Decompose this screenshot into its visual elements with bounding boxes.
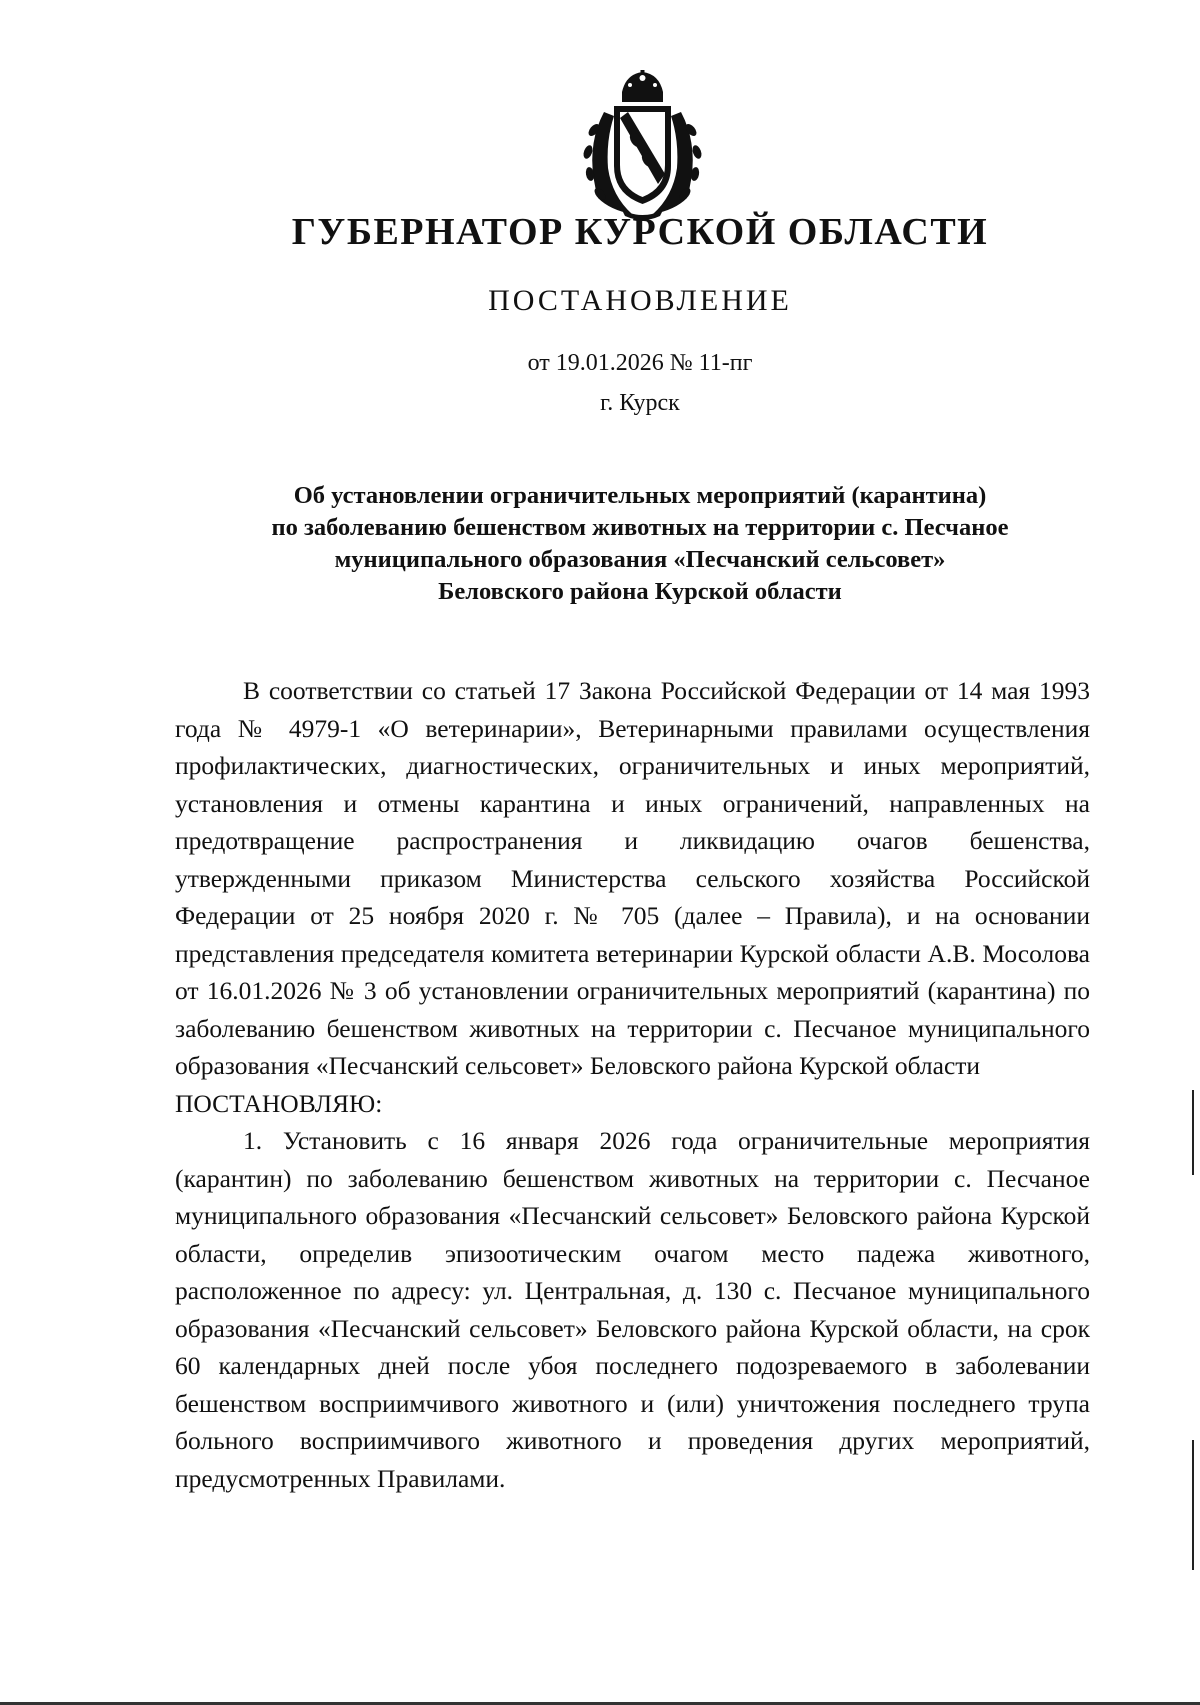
subject-line: муниципального образования «Песчанский сельсовет» [334, 546, 946, 573]
document-date-number: от 19.01.2026 № 11-пг [527, 350, 753, 376]
item-1-paragraph: 1. Установить с 16 января 2026 года ограничительные мероприятия (карантин) по заболеванию бешенством животных на территории с. Песчаное муниципального образования «Песчанский сельсовет» Беловского района Курской области, определив эпизоотическим очагом место падежа животного, расположенное по адресу: ул. Центральная, д. 130 с. Песчаное муниципального образования «Песчанский сельсовет» Беловского района Курской области, на срок 60 календарных дней после убоя последнего подозреваемого в заболевании бешенством восприимчивого животного и (или) уничтожения последнего трупа больного восприимчивого животного и проведения других мероприятий, предусмотренных Правилами. [175, 1126, 1090, 1493]
subject-line: по заболеванию бешенством животных на территории с. Песчаное [271, 514, 1009, 541]
scan-edge-mark [1192, 1440, 1194, 1570]
subject-line: Об установлении ограничительных мероприятий (карантина) [293, 482, 987, 509]
organization-title: ГУБЕРНАТОР КУРСКОЙ ОБЛАСТИ [291, 211, 989, 253]
coat-of-arms-icon [570, 70, 715, 220]
document-subject [175, 480, 1105, 608]
scan-edge-mark [1192, 1090, 1194, 1175]
document-city: г. Курск [600, 390, 680, 416]
decree-word: ПОСТАНОВЛЯЮ: [175, 1088, 383, 1118]
document-body [175, 672, 1090, 1497]
subject-line: Беловского района Курской области [438, 578, 842, 605]
preamble-paragraph: В соответствии со статьей 17 Закона Российской Федерации от 14 мая 1993 года № 4979-1 «О ветеринарии», Ветеринарными правилами осуществления профилактических, диагностических, ограничительных и иных мероприятий, установления и отмены карантина и иных ограничений, направленных на предотвращение распространения и ликвидацию очагов бешенства, утвержденными приказом Министерства сельского хозяйства Российской Федерации от 25 ноября 2020 г. № 705 (далее – Правила), и на основании представления председателя комитета ветеринарии Курской области А.В. Мосолова от 16.01.2026 № 3 об установлении ограничительных мероприятий (карантина) по заболеванию бешенством животных на территории с. Песчаное муниципального образования «Песчанский сельсовет» Беловского района Курской области [175, 676, 1090, 1080]
document-type: ПОСТАНОВЛЕНИЕ [488, 284, 792, 317]
